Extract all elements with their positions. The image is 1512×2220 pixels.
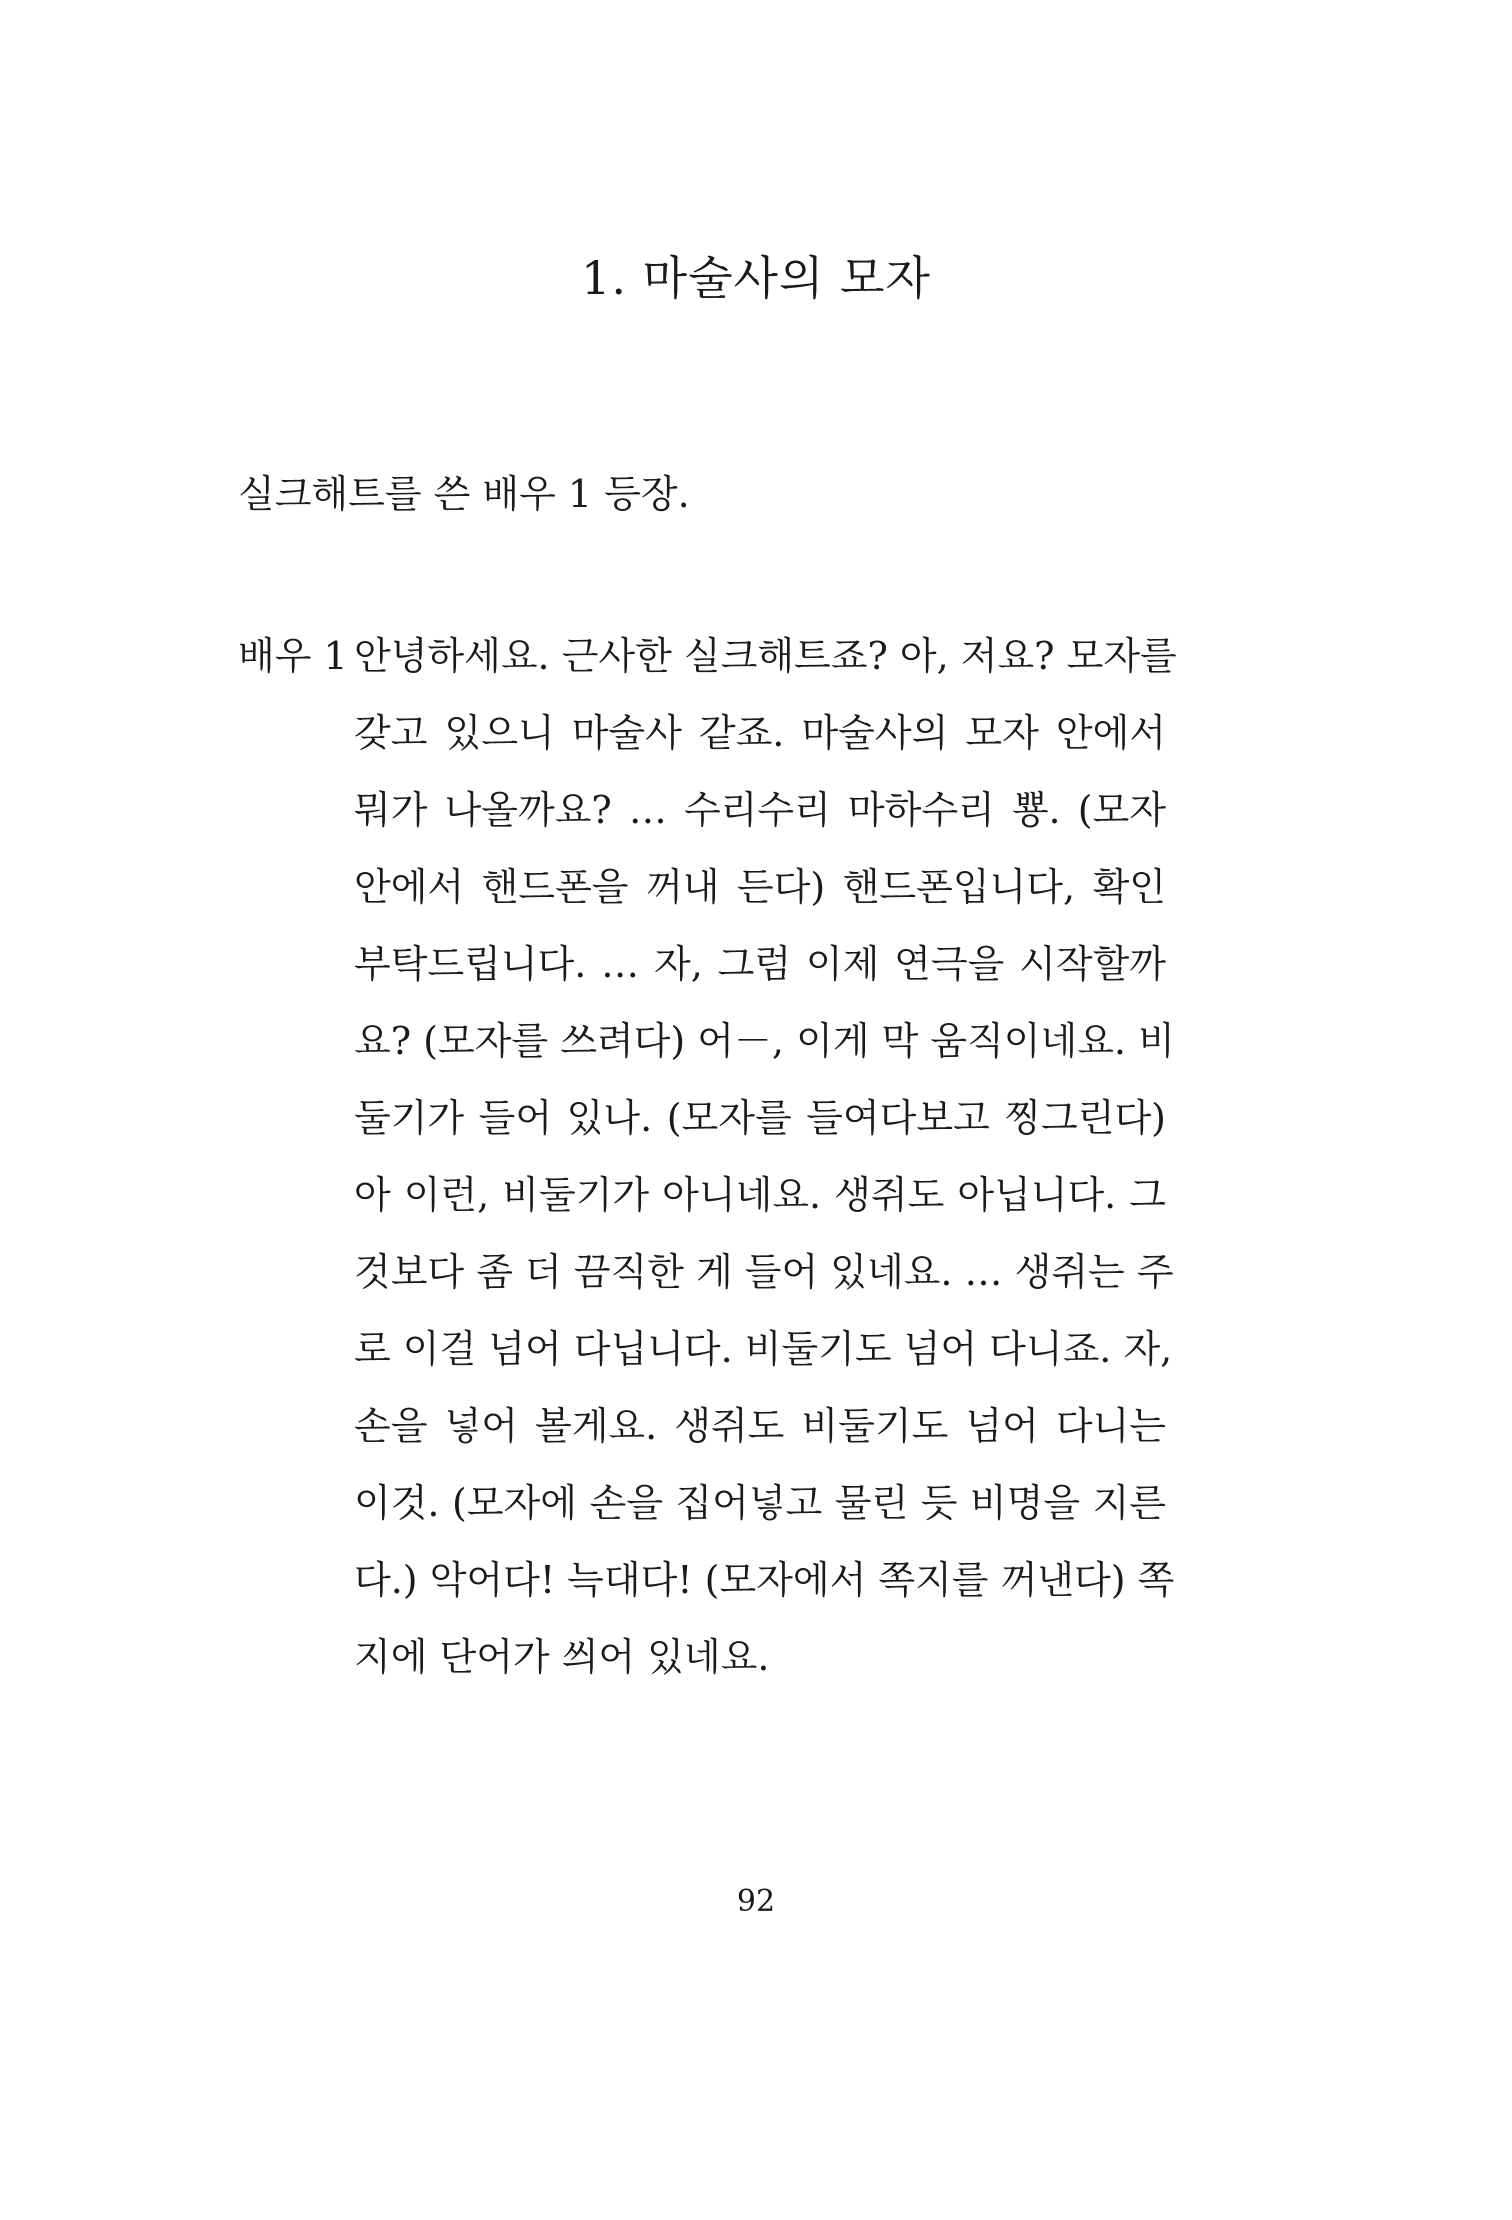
speech-line: 로 이걸 넘어 다닙니다. 비둘기도 넘어 다니죠. 자,: [354, 1327, 1173, 1371]
speech-line: 안녕하세요. 근사한 실크해트죠? 아, 저요? 모자를: [354, 634, 1177, 678]
speech-line: 것보다 좀 더 끔직한 게 들어 있네요. … 생쥐는 주: [354, 1250, 1174, 1294]
speech-line: 이것. (모자에 손을 집어넣고 물린 듯 비명을 지른: [354, 1481, 1166, 1525]
page-number: 92: [736, 1884, 776, 1919]
chapter-title: 1. 마술사의 모자: [581, 251, 931, 305]
speech-line: 둘기가 들어 있나. (모자를 들여다보고 찡그린다): [354, 1096, 1166, 1140]
speech-text: [354, 618, 1177, 1696]
speaker-name: 배우 1: [238, 634, 348, 678]
speech-line: 아 이런, 비둘기가 아니네요. 생쥐도 아닙니다. 그: [354, 1173, 1166, 1217]
speech-line: 갖고 있으니 마술사 같죠. 마술사의 모자 안에서: [354, 711, 1166, 755]
speech-line: 안에서 핸드폰을 꺼내 든다) 핸드폰입니다, 확인: [354, 865, 1166, 909]
stage-direction: 실크해트를 쓴 배우 1 등장.: [238, 472, 690, 516]
speech-line: 지에 단어가 씌어 있네요.: [354, 1635, 770, 1679]
speech-line: 부탁드립니다. … 자, 그럼 이제 연극을 시작할까: [354, 942, 1166, 986]
speech-line: 손을 넣어 볼게요. 생쥐도 비둘기도 넘어 다니는: [354, 1404, 1166, 1448]
speech-line: 뭐가 나올까요? … 수리수리 마하수리 뿅. (모자: [354, 788, 1166, 832]
speech-line: 요? (모자를 쓰려다) 어－, 이게 막 움직이네요. 비: [354, 1019, 1175, 1063]
speech-line: 다.) 악어다! 늑대다! (모자에서 쪽지를 꺼낸다) 쪽: [354, 1558, 1175, 1602]
